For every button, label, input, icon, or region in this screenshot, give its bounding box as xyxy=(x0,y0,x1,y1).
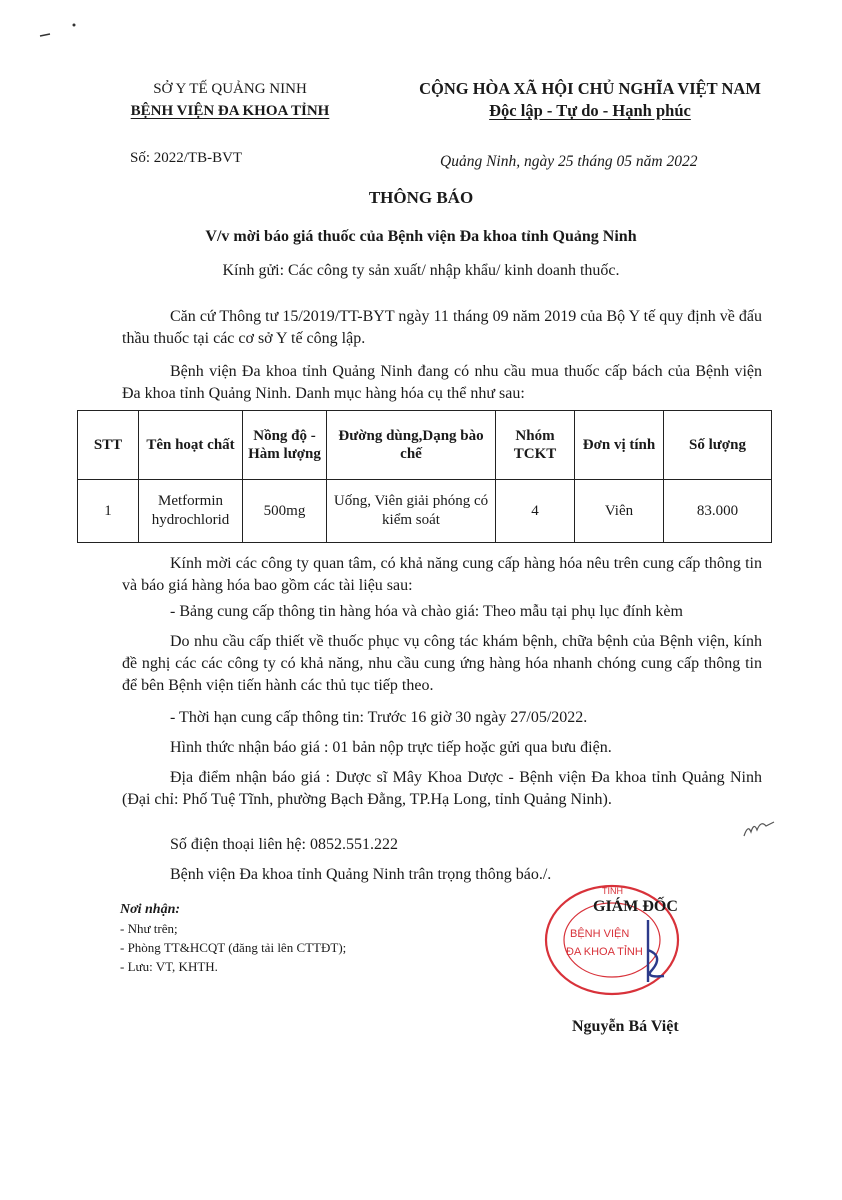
document-subject: V/v mời báo giá thuốc của Bệnh viện Đa khoa tỉnh Quảng Ninh xyxy=(205,228,637,245)
nation-title: CỘNG HÒA XÃ HỘI CHỦ NGHĨA VIỆT NAM xyxy=(419,79,761,98)
stamp-top-text: TỈNH xyxy=(602,886,623,896)
table-row xyxy=(78,480,772,543)
drug-table xyxy=(77,410,772,543)
table-header-row xyxy=(78,411,772,480)
recipient-item: - Như trên; xyxy=(120,921,178,936)
signatory-title: GIÁM ĐỐC xyxy=(593,898,678,915)
col-header-route-form: Đường dùng,Dạng bào chế xyxy=(327,411,496,480)
paragraph-legal-basis: Căn cứ Thông tư 15/2019/TT-BYT ngày 11 tháng 09 năm 2019 của Bộ Y tế quy định về đấu thầu thuốc tại các cơ sở Y tế công lập. xyxy=(122,308,762,347)
paragraph-submission-method: Hình thức nhận báo giá : 01 bản nộp trực tiếp hoặc gửi qua bưu điện. xyxy=(170,739,612,756)
cell-group: 4 xyxy=(496,480,575,543)
cell-concentration: 500mg xyxy=(243,480,327,543)
greeting: Kính gửi: Các công ty sản xuất/ nhập khẩu/ kinh doanh thuốc. xyxy=(222,262,620,279)
paragraph-phone: Số điện thoại liên hệ: 0852.551.222 xyxy=(170,836,398,853)
col-header-concentration: Nồng độ - Hàm lượng xyxy=(243,411,327,480)
stamp-line-1: BỆNH VIỆN xyxy=(570,928,630,940)
cell-unit: Viên xyxy=(575,480,664,543)
col-header-group: Nhóm TCKT xyxy=(496,411,575,480)
col-header-stt: STT xyxy=(78,411,139,480)
paragraph-invitation: Kính mời các công ty quan tâm, có khả năng cung cấp hàng hóa nêu trên cung cấp thông tin và báo giá hàng hóa bao gồm các tài liệu sau: xyxy=(122,555,762,594)
org-parent: SỞ Y TẾ QUẢNG NINH xyxy=(153,81,307,97)
paragraph-need: Bệnh viện Đa khoa tỉnh Quảng Ninh đang có nhu cầu mua thuốc cấp bách của Bệnh viện Đa khoa tỉnh Quảng Ninh. Danh mục hàng hóa cụ thể như sau: xyxy=(122,363,762,402)
stamp-line-2: ĐA KHOA TỈNH xyxy=(566,946,643,958)
handwritten-signature xyxy=(648,920,664,982)
paragraph-submission-place: Địa điểm nhận báo giá : Dược sĩ Mây Khoa Dược - Bệnh viện Đa khoa tỉnh Quảng Ninh (Đại chỉ: Phố Tuệ Tĩnh, phường Bạch Đằng, TP.Hạ Long, tỉnh Quảng Ninh). xyxy=(122,769,762,808)
document-number: Số: 2022/TB-BVT xyxy=(130,150,243,166)
issuing-organization xyxy=(95,78,365,122)
recipient-item: - Phòng TT&HCQT (đăng tải lên CTTĐT); xyxy=(120,940,347,955)
paragraph-urgency: Do nhu cầu cấp thiết về thuốc phục vụ công tác khám bệnh, chữa bệnh của Bệnh viện, kính đề nghị các các công ty có khả năng, nhu cầu cung ứng hàng hóa nhanh chóng cung cấp thông tin để bên Bệnh viện tiến hành các thủ tục tiếp theo. xyxy=(122,633,762,694)
org-name: BỆNH VIỆN ĐA KHOA TỈNH xyxy=(130,103,330,119)
col-header-unit: Đơn vị tính xyxy=(575,411,664,480)
recipients-block xyxy=(120,900,346,976)
document-title: THÔNG BÁO xyxy=(368,188,474,207)
paragraph-attachment: - Bảng cung cấp thông tin hàng hóa và chào giá: Theo mẫu tại phụ lục đính kèm xyxy=(170,603,683,620)
national-motto: Độc lập - Tự do - Hạnh phúc xyxy=(489,101,691,120)
cell-route-form: Uống, Viên giải phóng có kiểm soát xyxy=(327,480,496,543)
paragraph-deadline: - Thời hạn cung cấp thông tin: Trước 16 giờ 30 ngày 27/05/2022. xyxy=(170,709,588,726)
col-header-quantity: Số lượng xyxy=(664,411,772,480)
initial-mark xyxy=(742,818,782,840)
place-date: Quảng Ninh, ngày 25 tháng 05 năm 2022 xyxy=(440,153,698,170)
cell-stt: 1 xyxy=(78,480,139,543)
recipients-title: Nơi nhận: xyxy=(120,902,181,917)
scan-speck xyxy=(38,22,78,42)
signatory-name: Nguyễn Bá Việt xyxy=(572,1018,679,1035)
national-header xyxy=(390,78,790,122)
paragraph-closing: Bệnh viện Đa khoa tỉnh Quảng Ninh trân trọng thông báo./. xyxy=(170,866,552,883)
recipient-item: - Lưu: VT, KHTH. xyxy=(120,959,218,974)
col-header-active-ingredient: Tên hoạt chất xyxy=(139,411,243,480)
cell-quantity: 83.000 xyxy=(664,480,772,543)
cell-active-ingredient: Metformin hydrochlorid xyxy=(139,480,243,543)
